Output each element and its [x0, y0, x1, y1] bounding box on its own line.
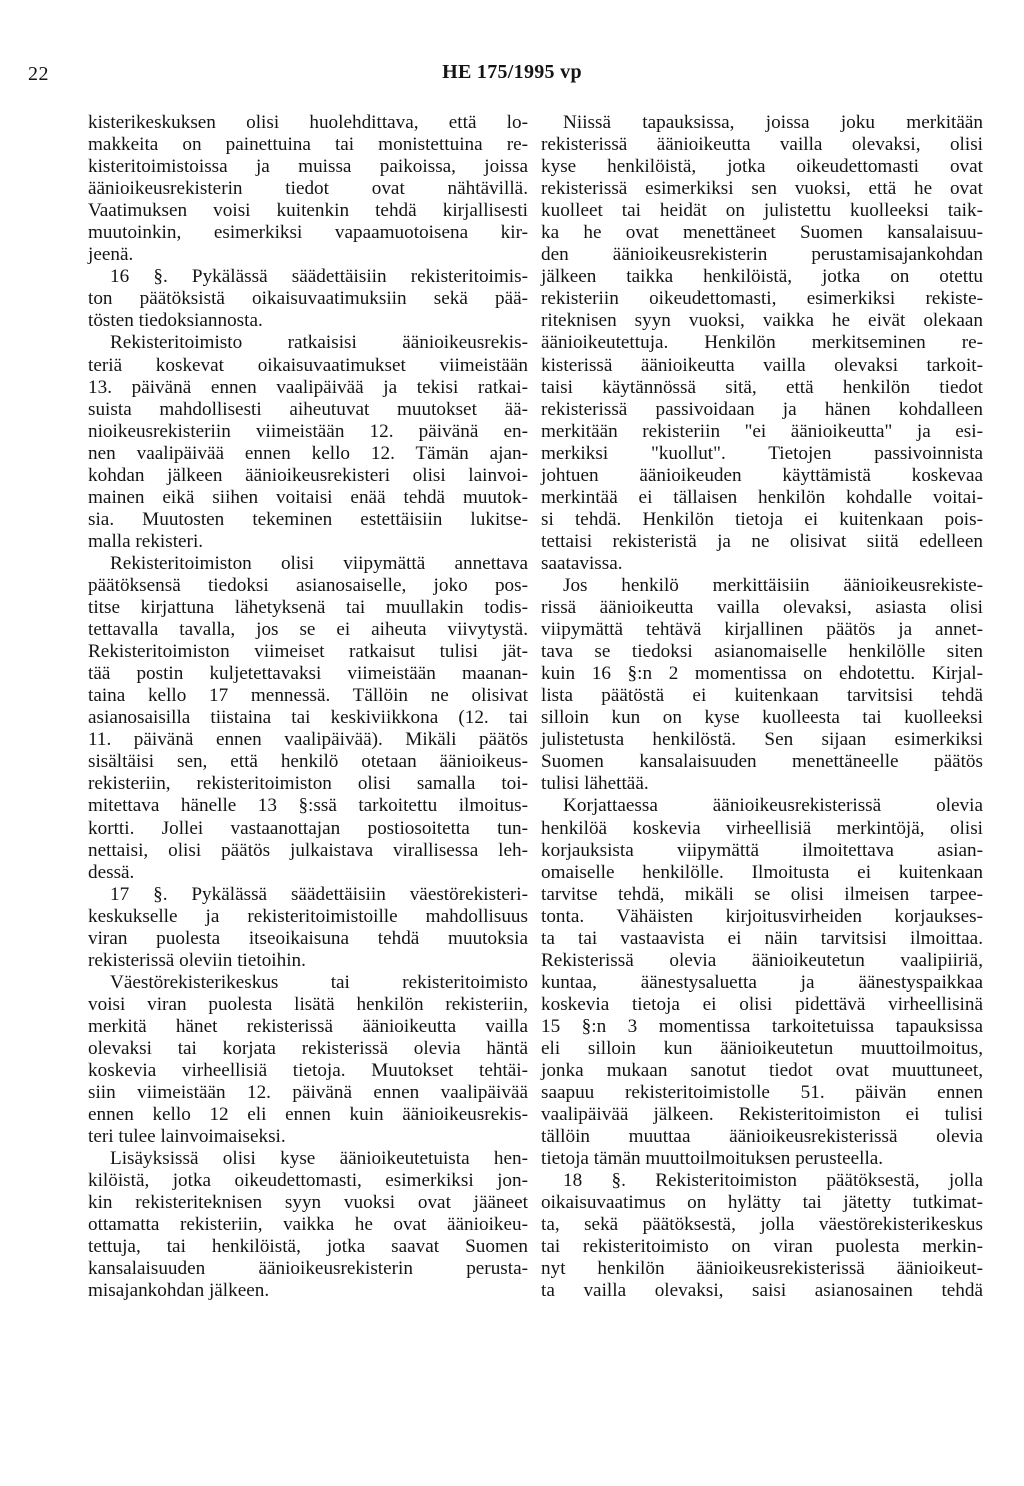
text-line: ta tai vastaavista ei näin tarvitsisi ilmoittaa. — [541, 927, 983, 949]
text-line: rekisterissä passivoidaan ja hänen kohdalleen — [541, 398, 983, 420]
text-line: nioikeusrekisteriin viimeistään 12. päivänä en- — [88, 420, 528, 442]
text-line: koskevia virheellisiä tietoja. Muutokset tehtäi- — [88, 1060, 528, 1082]
text-line: Korjattaessa äänioikeusrekisterissä olevia — [563, 795, 983, 817]
left-column — [88, 112, 528, 1303]
text-line: Niissä tapauksissa, joissa joku merkitään — [563, 112, 983, 133]
text-line: keskukselle ja rekisteritoimistoille mahdollisuus — [88, 905, 528, 927]
text-line: riteknisen syyn vuoksi, vaikka he eivät olekaan — [541, 310, 983, 332]
text-line: saatavissa. — [541, 552, 623, 574]
text-line: 11. päivänä ennen vaalipäivää). Mikäli päätös — [88, 729, 528, 751]
text-line: jälkeen taikka henkilöistä, jotka on otettu — [541, 266, 983, 288]
text-line: voisi viran puolesta lisätä henkilön rekisteriin, — [88, 993, 528, 1015]
text-line: merkintää ei tällaisen henkilön kohdalle voitai- — [541, 486, 983, 508]
text-line: kansalaisuuden äänioikeusrekisterin perusta- — [88, 1258, 528, 1280]
text-line: suista mahdollisesti aiheutuvat muutokset ää- — [88, 398, 528, 420]
text-line: Vaatimuksen voisi kuitenkin tehdä kirjallisesti — [88, 200, 528, 222]
text-line: taisi käytännössä sitä, että henkilön tiedot — [541, 376, 983, 398]
text-line: päätöksensä tiedoksi asianosaiselle, joko pos- — [88, 574, 528, 596]
text-line: lista päätöstä ei kuitenkaan tarvitsisi tehdä — [541, 685, 983, 707]
text-line: kuin 16 §:n 2 momentissa on ehdotettu. Kirjal- — [541, 663, 983, 685]
text-line: tällöin muuttaa äänioikeusrekisterissä olevia — [541, 1126, 983, 1148]
text-line: tösten tiedoksiannosta. — [88, 310, 263, 332]
text-line: ta vailla olevaksi, saisi asianosainen tehdä — [541, 1280, 983, 1302]
text-line: kuntaa, äänestysaluetta ja äänestyspaikkaa — [541, 971, 983, 993]
text-line: 13. päivänä ennen vaalipäivää ja tekisi ratkai- — [88, 376, 528, 398]
text-line: nyt henkilön äänioikeusrekisterissä äänioikeut- — [541, 1258, 983, 1280]
text-line: rekisterissä oleviin tietoihin. — [88, 949, 306, 971]
text-line: tää postin kuljetettavaksi viimeistään maanan- — [88, 663, 528, 685]
text-line: henkilöä koskevia virheellisiä merkintöjä, olisi — [541, 817, 983, 839]
text-line: nen vaalipäivää ennen kello 12. Tämän ajan- — [88, 442, 528, 464]
text-line: kohdan jälkeen äänioikeusrekisteri olisi lainvoi- — [88, 464, 528, 486]
text-line: tettuja, tai henkilöistä, jotka saavat Suomen — [88, 1236, 528, 1258]
text-line: kuolleet tai heidät on julistettu kuolleeksi taik- — [541, 200, 983, 222]
text-line: Suomen kansalaisuuden menettäneelle päätös — [541, 751, 983, 773]
text-line: Rekisterissä olevia äänioikeutetun vaalipiiriä, — [541, 949, 983, 971]
text-line: merkiksi "kuollut". Tietojen passivoinnista — [541, 442, 983, 464]
text-line: rissä äänioikeutta vailla olevaksi, asiasta olisi — [541, 597, 983, 619]
text-line: teri tulee lainvoimaiseksi. — [88, 1126, 286, 1148]
text-line: johtuen äänioikeuden käyttämistä koskevaa — [541, 464, 983, 486]
text-line: ottamatta rekisteriin, vaikka he ovat äänioikeu- — [88, 1214, 528, 1236]
text-line: nettaisi, olisi päätös julkaistava virallisessa leh- — [88, 839, 528, 861]
text-line: sia. Muutosten tekeminen estettäisiin lukitse- — [88, 508, 528, 530]
text-line: taina kello 17 mennessä. Tällöin ne olisivat — [88, 685, 528, 707]
text-line: makkeita on painettuina tai monistettuina re- — [88, 134, 528, 156]
text-line: tietoja tämän muuttoilmoituksen perusteella. — [541, 1148, 884, 1170]
text-line: tai rekisteritoimisto on viran puolesta merkin- — [541, 1236, 983, 1258]
text-line: silloin kun on kyse kuolleesta tai kuolleeksi — [541, 707, 983, 729]
text-line: mitettava hänelle 13 §:ssä tarkoitettu ilmoitus- — [88, 795, 528, 817]
text-line: merkitään rekisteriin "ei äänioikeutta" ja esi- — [541, 420, 983, 442]
text-line: tava se tiedoksi asianomaiselle henkilölle siten — [541, 641, 983, 663]
text-line: vaalipäivää jälkeen. Rekisteritoimiston ei tulisi — [541, 1104, 983, 1126]
text-line: 17 §. Pykälässä säädettäisiin väestörekisteri- — [110, 883, 528, 905]
right-column — [541, 112, 983, 1303]
text-line: siin viimeistään 12. päivänä ennen vaalipäivää — [88, 1082, 528, 1104]
text-line: 16 §. Pykälässä säädettäisiin rekisteritoimis- — [110, 266, 528, 288]
text-line: tarvitse tehdä, mikäli se olisi ilmeisen tarpee- — [541, 883, 983, 905]
text-line: kisterissä äänioikeutta vailla olevaksi tarkoit- — [541, 354, 983, 376]
text-line: mainen eikä siihen voitaisi enää tehdä muutok- — [88, 486, 528, 508]
text-line: äänioikeusrekisterin tiedot ovat nähtävillä. — [88, 178, 528, 200]
text-line: tettavalla tavalla, jos se ei aiheuta viivytystä. — [88, 619, 528, 641]
text-line: Rekisteritoimiston olisi viipymättä annettava — [110, 552, 528, 574]
text-line: tettaisi rekisteristä ja ne olisivat siitä edelleen — [541, 530, 983, 552]
text-line: 18 §. Rekisteritoimiston päätöksestä, jolla — [563, 1170, 983, 1192]
text-line: tulisi lähettää. — [541, 773, 649, 795]
text-line: misajankohdan jälkeen. — [88, 1280, 270, 1302]
text-line: jonka mukaan sanotut tiedot ovat muuttuneet, — [541, 1060, 983, 1082]
text-line: jeenä. — [88, 244, 134, 266]
text-line: ka he ovat menettäneet Suomen kansalaisuu- — [541, 222, 983, 244]
page-number: 22 — [28, 63, 49, 85]
text-line: kilöistä, jotka oikeudettomasti, esimerkiksi jon- — [88, 1170, 528, 1192]
text-line: merkitä hänet rekisterissä äänioikeutta vailla — [88, 1015, 528, 1037]
text-line: viran puolesta itseoikaisuna tehdä muutoksia — [88, 927, 528, 949]
text-line: rekisteriin, rekisteritoimiston olisi samalla toi- — [88, 773, 528, 795]
text-line: sisältäisi sen, että henkilö otetaan äänioikeus- — [88, 751, 528, 773]
text-line: julistetusta henkilöstä. Sen sijaan esimerkiksi — [541, 729, 983, 751]
text-line: Lisäyksissä olisi kyse äänioikeutetuista hen- — [110, 1148, 528, 1170]
text-line: dessä. — [88, 861, 135, 883]
text-line: ton päätöksistä oikaisuvaatimuksiin sekä pää- — [88, 288, 528, 310]
text-line: asianosaisilla tiistaina tai keskiviikkona (12. tai — [88, 707, 528, 729]
text-line: 15 §:n 3 momentissa tarkoitetuissa tapauksissa — [541, 1015, 983, 1037]
text-line: olevaksi tai korjata rekisterissä olevia häntä — [88, 1037, 528, 1059]
text-line: ennen kello 12 eli ennen kuin äänioikeusrekis- — [88, 1104, 528, 1126]
text-line: Rekisteritoimisto ratkaisisi äänioikeusrekis- — [110, 332, 528, 354]
text-line: teriä koskevat oikaisuvaatimukset viimeistään — [88, 354, 528, 376]
text-line: äänioikeutettuja. Henkilön merkitseminen re- — [541, 332, 983, 354]
text-line: kyse henkilöistä, jotka oikeudettomasti ovat — [541, 156, 983, 178]
text-line: rekisteriin oikeudettomasti, esimerkiksi rekiste- — [541, 288, 983, 310]
text-line: titse kirjattuna lähetyksenä tai muullakin todis- — [88, 597, 528, 619]
text-line: kortti. Jollei vastaanottajan postiosoitetta tun- — [88, 817, 528, 839]
text-line: muutoinkin, esimerkiksi vapaamuotoisena kir- — [88, 222, 528, 244]
text-line: korjauksista viipymättä ilmoitettava asian- — [541, 839, 983, 861]
text-line: ta, sekä päätöksestä, jolla väestörekisterikeskus — [541, 1214, 983, 1236]
text-line: rekisterissä äänioikeutta vailla olevaksi, olisi — [541, 134, 983, 156]
text-line: malla rekisteri. — [88, 530, 204, 552]
text-line: den äänioikeusrekisterin perustamisajankohdan — [541, 244, 983, 266]
text-line: koskevia tietoja ei olisi pidettävä virheellisinä — [541, 993, 983, 1015]
running-head: HE 175/1995 vp — [442, 61, 582, 83]
text-line: saapuu rekisteritoimistolle 51. päivän ennen — [541, 1082, 983, 1104]
text-line: tonta. Vähäisten kirjoitusvirheiden korjaukses- — [541, 905, 983, 927]
text-line: si tehdä. Henkilön tietoja ei kuitenkaan pois- — [541, 508, 983, 530]
text-line: kin rekisteriteknisen syyn vuoksi ovat jääneet — [88, 1192, 528, 1214]
text-line: Rekisteritoimiston viimeiset ratkaisut tulisi jät- — [88, 641, 528, 663]
text-line: Väestörekisterikeskus tai rekisteritoimisto — [110, 971, 528, 993]
text-line: oikaisuvaatimus on hylätty tai jätetty tutkimat- — [541, 1192, 983, 1214]
text-line: eli silloin kun äänioikeutetun muuttoilmoitus, — [541, 1037, 983, 1059]
text-line: kisteritoimistoissa ja muissa paikoissa, joissa — [88, 156, 528, 178]
text-line: rekisterissä esimerkiksi sen vuoksi, että he ovat — [541, 178, 983, 200]
text-line: kisterikeskuksen olisi huolehdittava, että lo- — [88, 112, 528, 133]
text-line: viipymättä tehtävä kirjallinen päätös ja annet- — [541, 619, 983, 641]
text-line: omaiselle henkilölle. Ilmoitusta ei kuitenkaan — [541, 861, 983, 883]
text-line: Jos henkilö merkittäisiin äänioikeusrekiste- — [563, 574, 983, 596]
